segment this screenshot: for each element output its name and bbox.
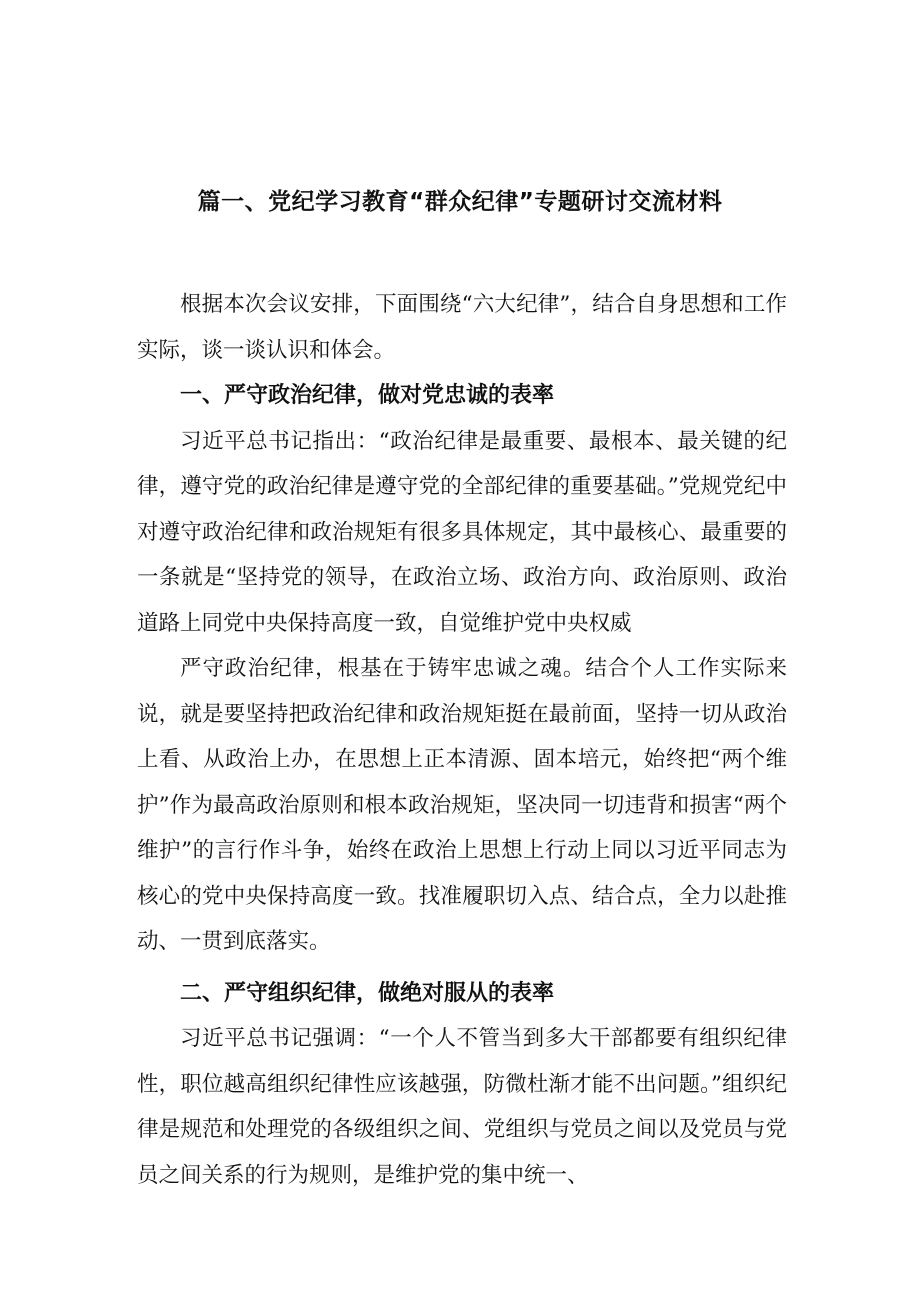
section2-paragraph-1: 习近平总书记强调：“一个人不管当到多大干部都要有组织纪律性，职位越高组织纪律性应该越强，防微杜渐才能不出问题。”组织纪律是规范和处理党的各级组织之间、党组织与党员之间以及党员与党员之间关系的行为规则，是维护党的集中统一、 [137,1026,787,1188]
intro-paragraph: 根据本次会议安排，下面围绕“六大纪律”，结合自身思想和工作实际，谈一谈认识和体会。 [137,292,787,363]
section1-paragraph-1: 习近平总书记指出：“政治纪律是最重要、最根本、最关键的纪律，遵守党的政治纪律是遵守党的全部纪律的重要基础。”党规党纪中对遵守政治纪律和政治规矩有很多具体规定，其中最核心、最重要的一条就是“坚持党的领导，在政治立场、政治方向、政治原则、政治道路上同党中央保持高度一致，自觉维护党中央权威 [137,428,787,636]
document-title: 篇一、党纪学习教育“群众纪律”专题研讨交流材料 [197,189,723,215]
section-heading-organizational-discipline: 二、严守组织纪律，做绝对服从的表率 [180,980,555,1006]
section-heading-political-discipline: 一、严守政治纪律，做对党忠诚的表率 [180,383,555,408]
section1-paragraph-2: 严守政治纪律，根基在于铸牢忠诚之魂。结合个人工作实际来说，就是要坚持把政治纪律和政治规矩挺在最前面，坚持一切从政治上看、从政治上办，在思想上正本清源、固本培元，始终把“两个维护”作为最高政治原则和根本政治规矩，坚决同一切违背和损害“两个维护”的言行作斗争，始终在政治上思想上行动上同以习近平同志为核心的党中央保持高度一致。找准履职切入点、结合点，全力以赴推动、一贯到底落实。 [137,656,787,954]
document-body [137,282,787,1198]
